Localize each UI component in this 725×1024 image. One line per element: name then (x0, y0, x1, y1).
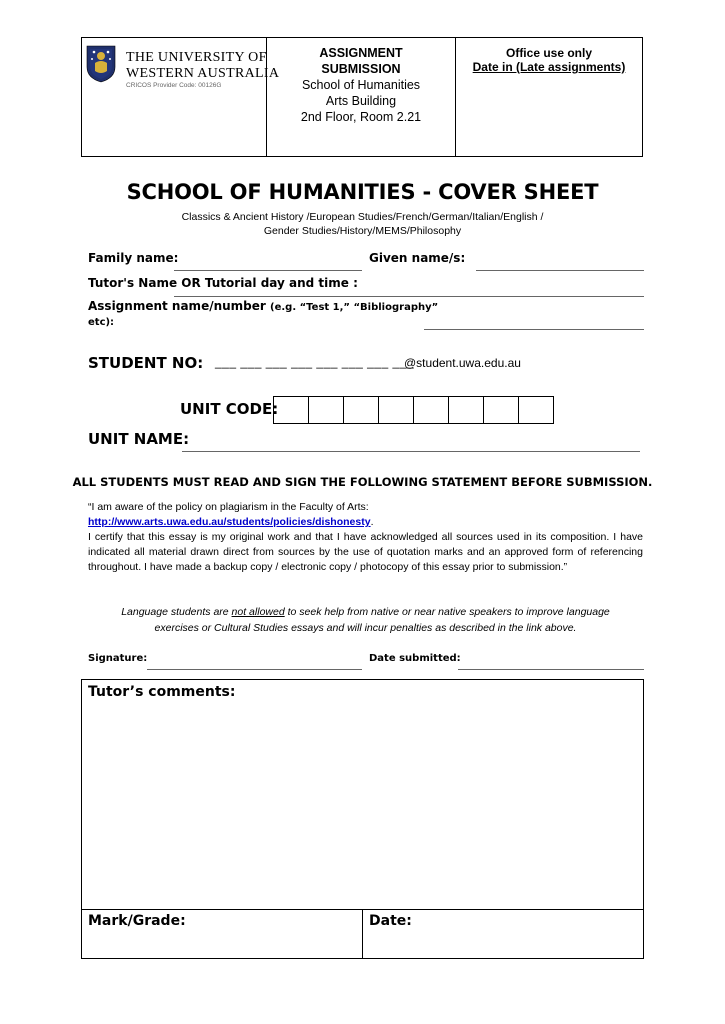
date-submitted-label: Date submitted: (369, 653, 461, 664)
university-crest-icon (86, 45, 116, 83)
university-name-line1: THE UNIVERSITY OF (126, 50, 267, 65)
header-table (81, 37, 643, 157)
statement-link-line (88, 515, 643, 530)
tutor-label: Tutor's Name OR Tutorial day and time : (88, 276, 358, 290)
unit-code-box[interactable] (483, 396, 519, 424)
student-no-label: STUDENT NO: (88, 354, 204, 372)
family-name-line[interactable] (174, 270, 362, 271)
date-in-label: Date in (Late assignments) (472, 60, 626, 74)
unit-code-box[interactable] (378, 396, 414, 424)
language-note (88, 604, 643, 636)
page-title: SCHOOL OF HUMANITIES - COVER SHEET (126, 180, 599, 204)
submission-title-1: ASSIGNMENT (319, 46, 403, 60)
unit-code-box[interactable] (273, 396, 309, 424)
unit-code-box[interactable] (518, 396, 554, 424)
statement-body: I certify that this essay is my original work and that I have acknowledged all sources used in its composition. I have indicated all material drawn direct from sources by the use of quotation marks and an approved form of referencing throughout. I have made a backup copy / electronic copy / photocopy of this essay prior to submission.” (88, 531, 643, 573)
office-use-label: Office use only (505, 46, 593, 60)
given-names-line[interactable] (476, 270, 644, 271)
cricos-code: CRICOS Provider Code: 00126G (126, 82, 222, 89)
mark-grade-label: Mark/Grade: (88, 913, 186, 929)
language-note-part2: to seek help from native or near native speakers to improve language (284, 606, 610, 618)
signature-label: Signature: (88, 653, 148, 664)
subtitle-line2: Gender Studies/History/MEMS/Philosophy (263, 225, 462, 237)
language-note-part1: Language students are (121, 606, 232, 618)
tutor-date-label: Date: (369, 913, 412, 929)
office-use-cell (456, 38, 642, 164)
mark-date-row (82, 909, 643, 958)
unit-name-line[interactable] (182, 451, 640, 452)
mark-date-divider (362, 910, 363, 958)
unit-code-box[interactable] (308, 396, 344, 424)
unit-name-label: UNIT NAME: (88, 430, 190, 448)
unit-code-box[interactable] (448, 396, 484, 424)
language-note-line2: exercises or Cultural Studies essays and will incur penalties as described in the link above. (154, 622, 577, 634)
submission-building: Arts Building (325, 94, 397, 108)
family-name-label: Family name: (88, 251, 179, 265)
submission-school: School of Humanities (301, 78, 421, 92)
tutor-comments-label: Tutor’s comments: (88, 684, 236, 700)
unit-code-box[interactable] (413, 396, 449, 424)
statement-link-end: . (370, 516, 374, 528)
tutor-line[interactable] (174, 296, 644, 297)
unit-code-box[interactable] (343, 396, 379, 424)
assignment-example: (e.g. “Test 1,” “Bibliography” (270, 302, 439, 313)
unit-code-boxes (274, 396, 554, 424)
submission-room: 2nd Floor, Room 2.21 (300, 110, 422, 124)
assignment-label (88, 299, 438, 313)
logo-cell (82, 38, 280, 156)
statement-intro: “I am aware of the policy on plagiarism in the Faculty of Arts: (88, 501, 369, 513)
date-submitted-line[interactable] (458, 669, 644, 670)
dishonesty-policy-link[interactable]: http://www.arts.uwa.edu.au/students/policies/dishonesty (88, 516, 371, 528)
assignment-label-text: Assignment name/number (88, 299, 266, 313)
submission-title-2: SUBMISSION (321, 62, 401, 76)
student-email-suffix: @student.uwa.edu.au (404, 356, 521, 370)
given-names-label: Given name/s: (369, 251, 466, 265)
assignment-etc: etc): (88, 317, 115, 328)
subtitle-line1: Classics & Ancient History /European Studies/French/German/Italian/English / (181, 211, 544, 223)
student-no-blanks[interactable]: ___ ___ ___ ___ ___ ___ ___ ___ (215, 355, 415, 369)
university-name-line2: WESTERN AUSTRALIA (126, 66, 280, 81)
assignment-line[interactable] (424, 329, 644, 330)
unit-code-label: UNIT CODE: (180, 400, 279, 418)
statement-heading: ALL STUDENTS MUST READ AND SIGN THE FOLLOWING STATEMENT BEFORE SUBMISSION. (72, 475, 653, 489)
language-note-not-allowed: not allowed (231, 606, 285, 618)
signature-line[interactable] (147, 669, 362, 670)
submission-cell (267, 38, 456, 156)
tutor-comments-box[interactable] (81, 679, 644, 959)
